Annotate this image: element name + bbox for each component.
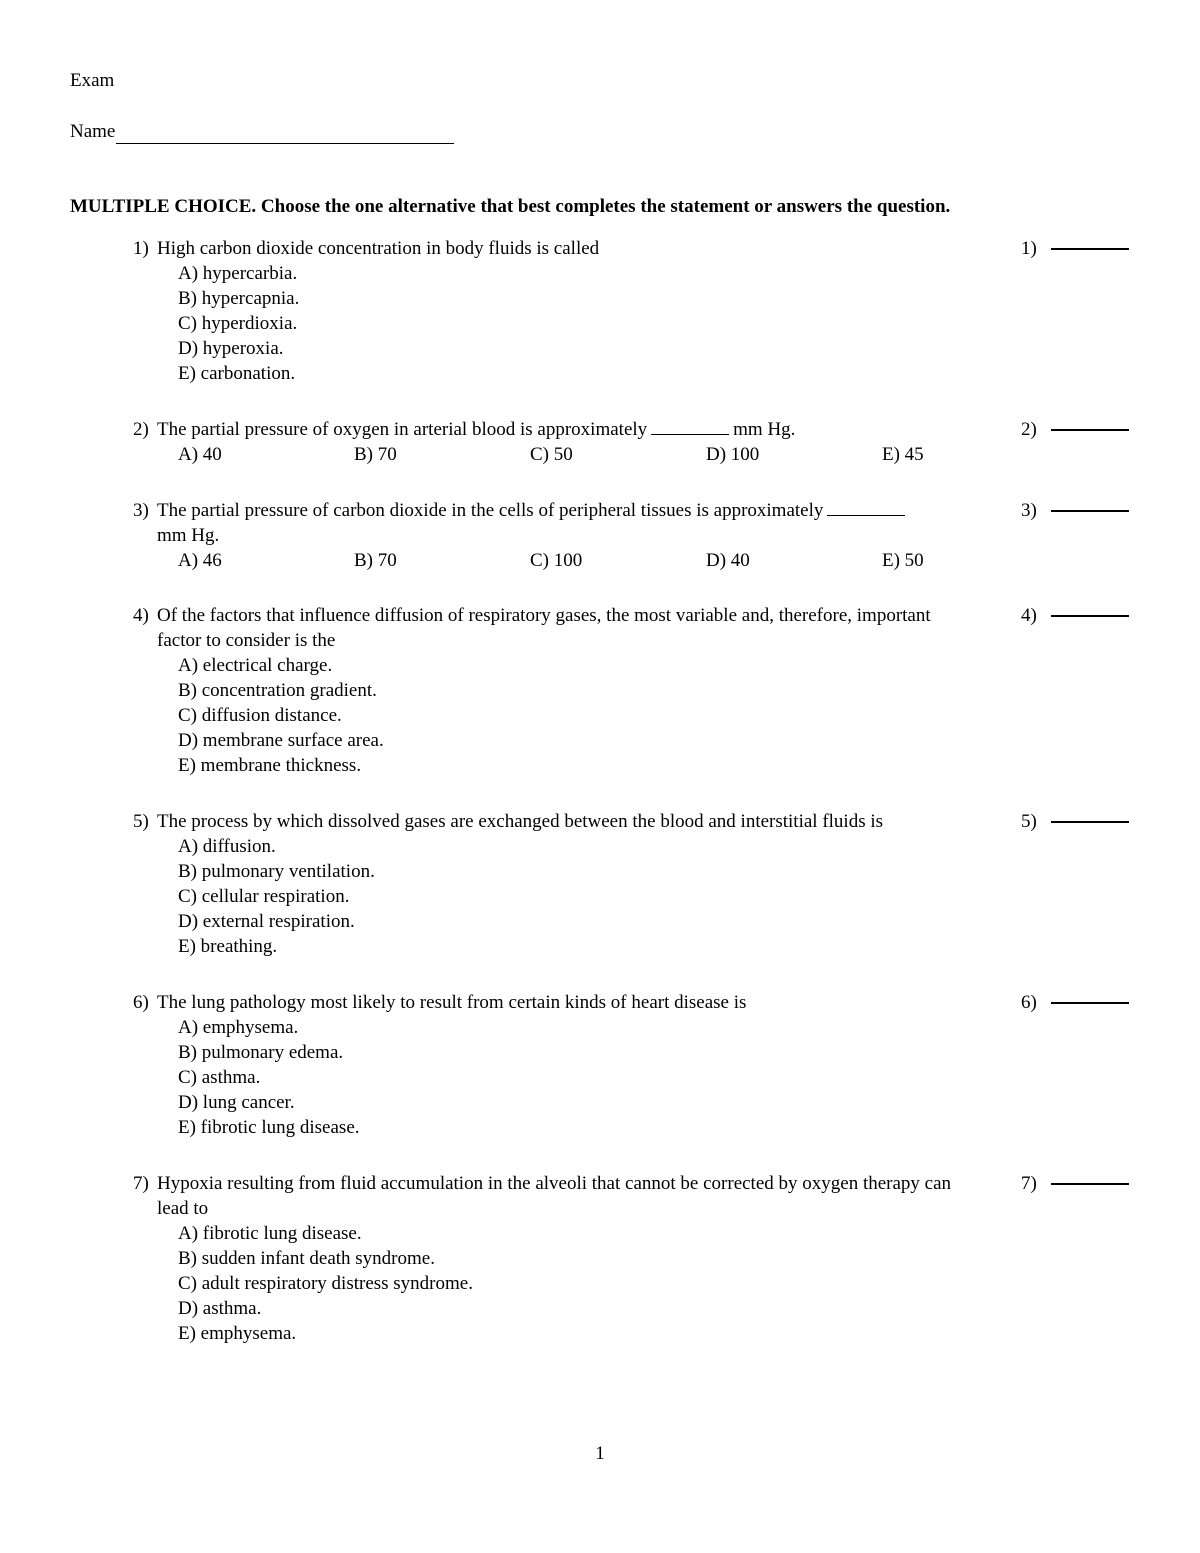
question-number: 5) [133,811,149,832]
question-text-before: The partial pressure of oxygen in arterial blood is approximately [157,419,648,440]
option-e: E) breathing. [178,936,278,957]
options-list [178,1015,1133,1140]
option-d: D) 40 [706,550,750,571]
question-text: Of the factors that influence diffusion of respiratory gases, the most variable and, therefore, important factor to consider is the [157,605,931,651]
option-e: E) emphysema. [178,1323,297,1344]
option-c: C) cellular respiration. [178,886,350,907]
question-number: 2) [133,419,149,440]
option-b: B) hypercapnia. [178,288,300,309]
option-d: D) 100 [706,444,760,465]
answer-field[interactable] [1021,498,1129,523]
exam-title: Exam [70,70,115,91]
option-a: A) 40 [178,444,222,465]
answer-field[interactable] [1021,809,1129,834]
option-a: A) electrical charge. [178,655,333,676]
options-list [178,548,1133,573]
option-b: B) pulmonary ventilation. [178,861,375,882]
name-blank-line[interactable] [116,123,454,144]
question-number: 6) [133,992,149,1013]
option-d: D) asthma. [178,1298,262,1319]
answer-label: 2) [1021,419,1037,440]
option-d: D) lung cancer. [178,1092,295,1113]
question-text: The lung pathology most likely to result from certain kinds of heart disease is [157,992,747,1013]
question-number: 7) [133,1173,149,1194]
name-label: Name [70,121,116,142]
option-a: A) fibrotic lung disease. [178,1223,362,1244]
option-e: E) carbonation. [178,363,296,384]
question-4 [133,603,1133,778]
answer-label: 6) [1021,992,1037,1013]
answer-blank-line[interactable] [1051,603,1129,617]
answer-blank-line[interactable] [1051,1171,1129,1185]
question-text-after: mm Hg. [157,525,220,546]
options-list [178,442,1133,467]
options-list [178,653,1133,778]
answer-blank-line[interactable] [1051,236,1129,250]
question-text [157,498,979,548]
option-d: D) external respiration. [178,911,355,932]
answer-blank-line[interactable] [1051,498,1129,512]
option-c: C) 100 [530,550,583,571]
answer-blank-line[interactable] [1051,809,1129,823]
question-text: The process by which dissolved gases are exchanged between the blood and interstitial fluids is [157,811,884,832]
option-c: C) diffusion distance. [178,705,342,726]
answer-label: 5) [1021,811,1037,832]
answer-label: 3) [1021,500,1037,521]
answer-label: 7) [1021,1173,1037,1194]
question-text-before: The partial pressure of carbon dioxide in the cells of peripheral tissues is approximately [157,500,824,521]
instructions: MULTIPLE CHOICE. Choose the one alternative that best completes the statement or answers the question. [70,196,951,217]
option-c: C) hyperdioxia. [178,313,298,334]
question-1 [133,236,1133,386]
answer-blank-line[interactable] [1051,417,1129,431]
option-b: B) concentration gradient. [178,680,377,701]
question-text [157,417,979,442]
option-b: B) pulmonary edema. [178,1042,344,1063]
option-e: E) fibrotic lung disease. [178,1117,360,1138]
question-number: 4) [133,605,149,626]
answer-label: 4) [1021,605,1037,626]
inline-blank [651,420,729,435]
option-e: E) membrane thickness. [178,755,362,776]
option-c: C) 50 [530,444,573,465]
answer-label: 1) [1021,238,1037,259]
option-d: D) membrane surface area. [178,730,384,751]
option-c: C) asthma. [178,1067,261,1088]
options-list [178,834,1133,959]
answer-field[interactable] [1021,603,1129,628]
question-text: High carbon dioxide concentration in body fluids is called [157,238,600,259]
option-b: B) 70 [354,550,397,571]
page-number: 1 [595,1443,605,1464]
question-6 [133,990,1133,1140]
question-text: Hypoxia resulting from fluid accumulation in the alveoli that cannot be corrected by oxygen therapy can lead to [157,1173,952,1219]
option-a: A) emphysema. [178,1017,299,1038]
question-5 [133,809,1133,959]
option-a: A) hypercarbia. [178,263,298,284]
inline-blank [827,501,905,516]
option-c: C) adult respiratory distress syndrome. [178,1273,473,1294]
answer-field[interactable] [1021,417,1129,442]
options-list [178,261,1133,386]
option-b: B) 70 [354,444,397,465]
answer-field[interactable] [1021,236,1129,261]
answer-blank-line[interactable] [1051,990,1129,1004]
question-7 [133,1171,1133,1346]
question-text-after: mm Hg. [733,419,796,440]
options-list [178,1221,1133,1346]
option-e: E) 50 [882,550,924,571]
question-number: 1) [133,238,149,259]
name-field[interactable] [70,119,454,144]
option-e: E) 45 [882,444,924,465]
answer-field[interactable] [1021,990,1129,1015]
option-b: B) sudden infant death syndrome. [178,1248,435,1269]
answer-field[interactable] [1021,1171,1129,1196]
option-a: A) diffusion. [178,836,276,857]
question-2 [133,417,1133,467]
question-3 [133,498,1133,573]
question-number: 3) [133,500,149,521]
option-a: A) 46 [178,550,222,571]
option-d: D) hyperoxia. [178,338,284,359]
